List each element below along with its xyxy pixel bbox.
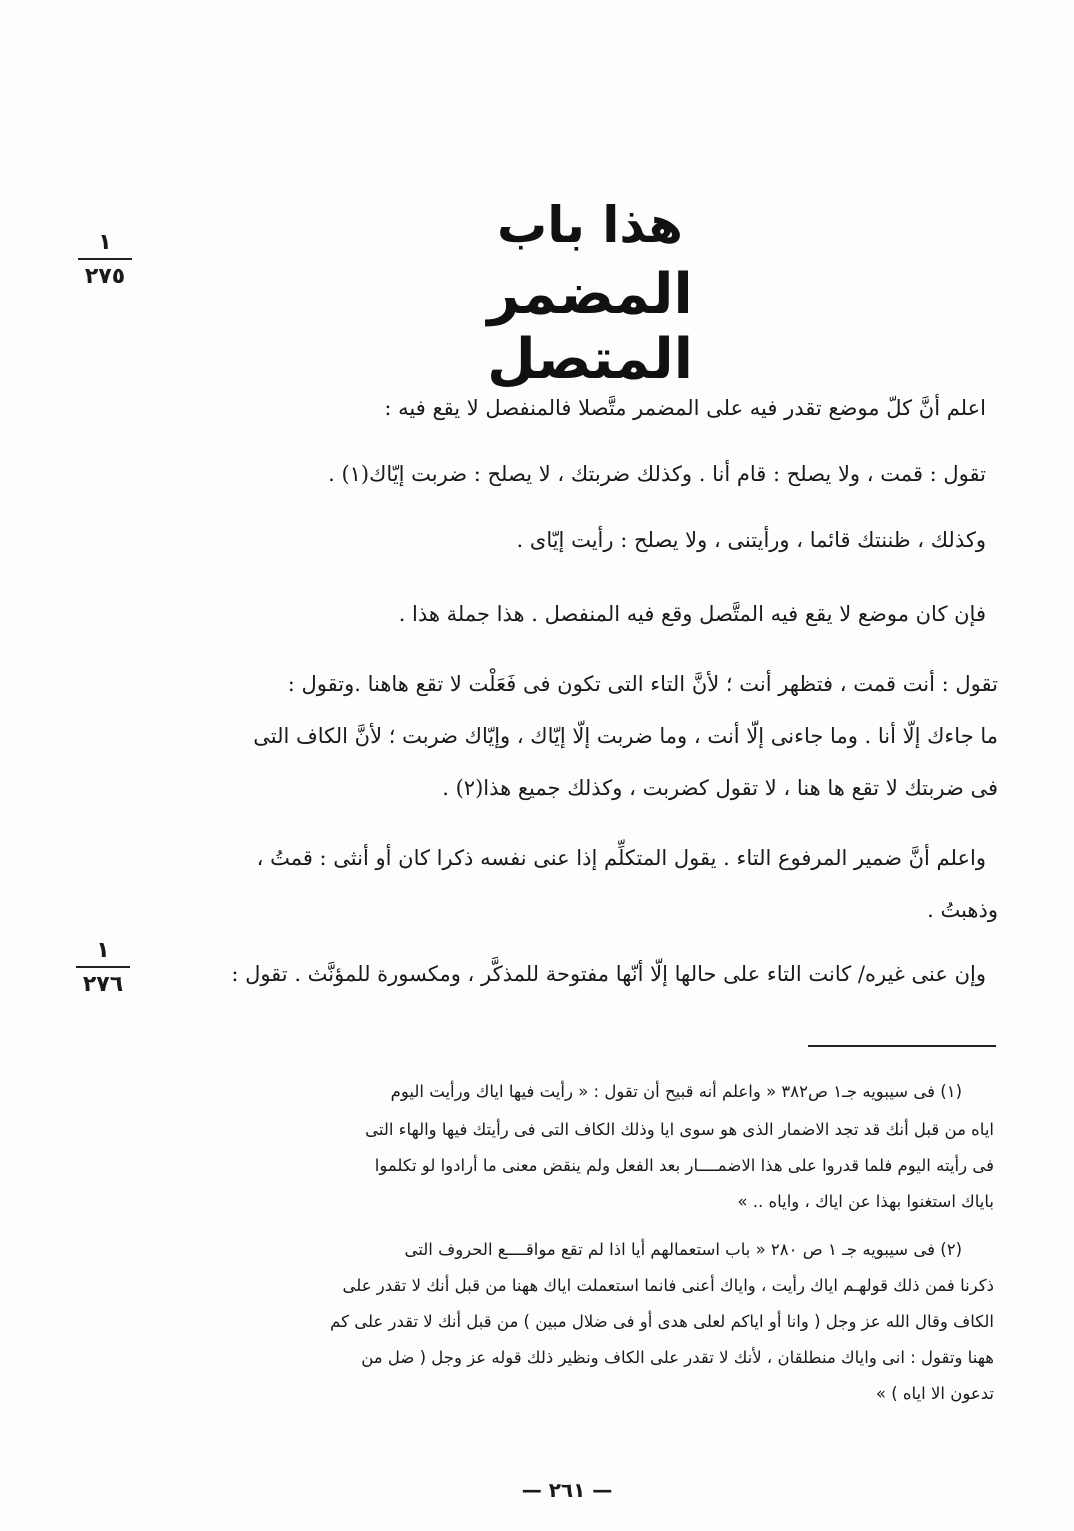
margin-ref-denominator: ٢٧٦ xyxy=(82,972,124,997)
footnote-line: الكاف وقال الله عز وجل ( وانا أو اياكم لعلى هدى أو فى ضلال مبين ) من قبل أنك لا تقدر على كم xyxy=(330,1312,994,1331)
text-line: واعلم أنَّ ضمير المرفوع التاء . يقول المتكلِّم إذا عنى نفسه ذكرا كان أو أنثى : قمتُ ، xyxy=(256,846,986,870)
chapter-heading-line-2: المضمر المتصل xyxy=(487,262,693,392)
footnote-line: ههنا وتقول : انى واياك منطلقان ، لأنك لا تقدر على الكاف ونظير ذلك قوله عز وجل ( ضل من xyxy=(361,1348,994,1367)
text-line: فى ضربتك لا تقع ها هنا ، لا تقول كضربت ، وكذلك جميع هذا(٢) . xyxy=(442,776,998,800)
footnote-line: (٢) فى سيبويه جـ ١ ص ٢٨٠ « باب استعمالهم أيا اذا لم تقع مواقــــع الحروف التى xyxy=(404,1240,962,1259)
text-line: وذهبتُ . xyxy=(927,898,998,922)
text-line: وكذلك ، ظننتك قائما ، ورأيتنى ، ولا يصلح : رأيت إيّاى . xyxy=(516,528,986,552)
footnote-line: اياه من قبل أنك قد تجد الاضمار الذى هو سوى ايا وذلك الكاف التى فى رأيتك فيها والهاء التى xyxy=(365,1120,994,1139)
main-text xyxy=(86,0,998,1000)
chapter-heading-line-1: هذا باب xyxy=(497,196,683,254)
footnote-line: ذكرنا فمن ذلك قولهـم اياك رأيت ، واياك أعنى فانما استعملت اياك ههنا من قبل أنك لا تقدر على xyxy=(342,1276,994,1295)
footnote-line: فى رأيته اليوم فلما قدروا على هذا الاضمــــار بعد الفعل ولم ينقض معنى ما أرادوا لو تكلموا xyxy=(374,1156,994,1175)
text-line: وإن عنى غيره/ كانت التاء على حالها إلّا أنّها مفتوحة للمذكَّر ، ومكسورة للمؤنَّث . تقول : xyxy=(231,962,986,986)
page-number: — ٢٦١ — xyxy=(521,1478,613,1502)
margin-ref-denominator: ٢٧٥ xyxy=(84,264,126,289)
text-line: تقول : أنت قمت ، فتظهر أنت ؛ لأنَّ التاء التى تكون فى فَعَلْت لا تقع هاهنا .وتقول : xyxy=(287,672,998,696)
margin-ref-numerator: ١ xyxy=(98,230,112,255)
text-line: تقول : قمت ، ولا يصلح : قام أنا . وكذلك ضربتك ، لا يصلح : ضربت إيّاك(١) . xyxy=(328,462,986,486)
footnote-line: (١) فى سيبويه جـ١ ص٣٨٢ « واعلم أنه قبيح أن تقول : « رأيت فيها اياك ورأيت اليوم xyxy=(390,1082,962,1101)
text-line: ما جاءك إلّا أنا . وما جاءنى إلّا أنت ، وما ضربت إلّا إيّاك ، وإيّاك ضربت ؛ لأنَّ الكاف التى xyxy=(253,724,998,748)
footnote-line: تدعون الا اياه ) » xyxy=(875,1384,994,1403)
text-line: اعلم أنَّ كلّ موضع تقدر فيه على المضمر متَّصلا فالمنفصل لا يقع فيه : xyxy=(384,396,986,420)
footnote-line: باياك استغنوا بهذا عن اياك ، واياه .. » xyxy=(737,1192,994,1211)
footnote-separator xyxy=(808,1045,996,1047)
margin-ref-numerator: ١ xyxy=(96,938,110,963)
text-line: فإن كان موضع لا يقع فيه المتَّصل وقع فيه المنفصل . هذا جملة هذا . xyxy=(398,602,986,626)
